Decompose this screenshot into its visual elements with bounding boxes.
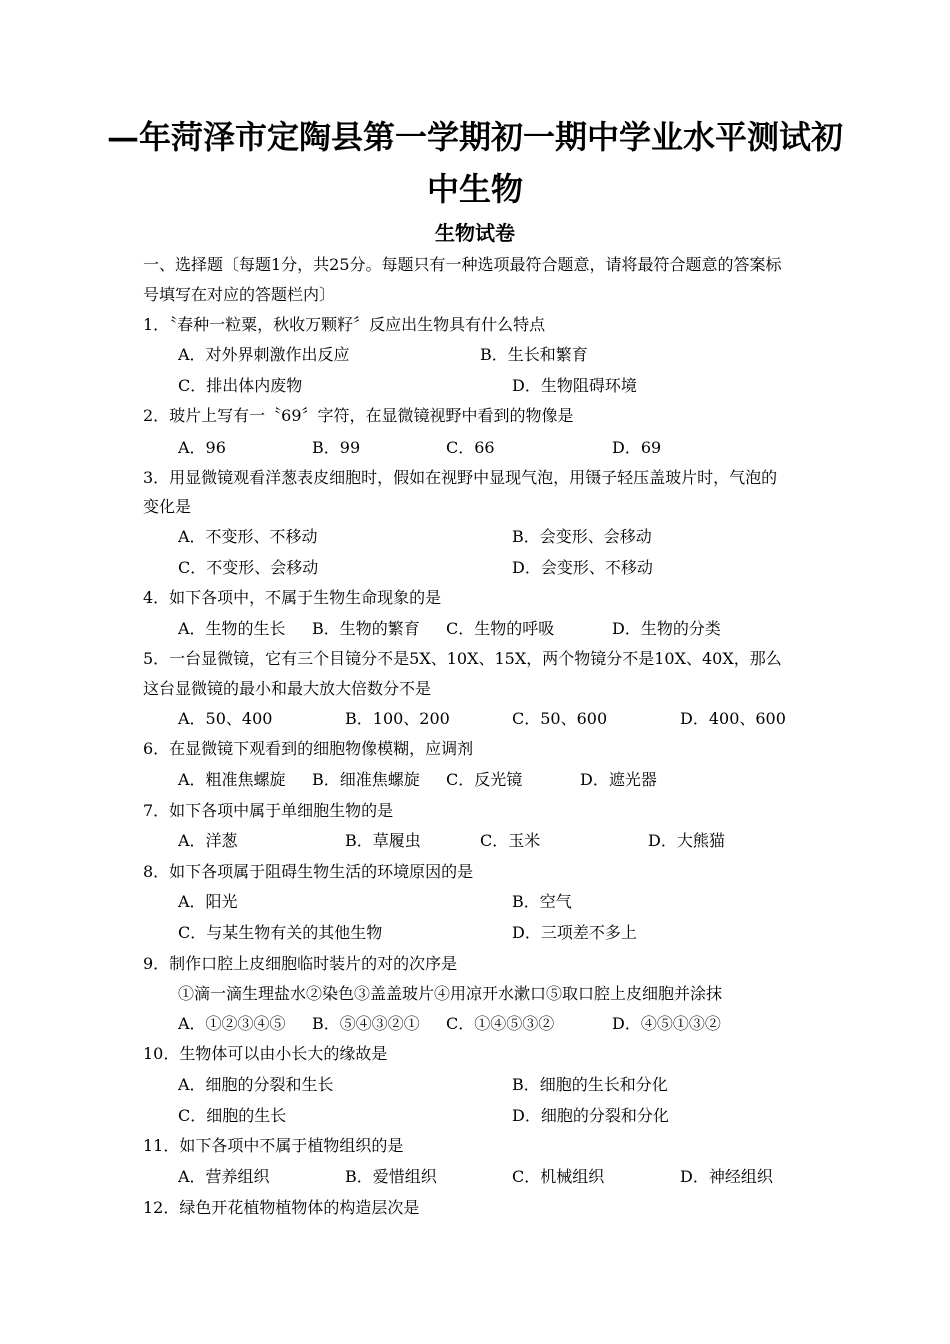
question-2-option-d: D．69 [612, 438, 662, 457]
question-3-option-a: A．不变形、不移动 [178, 527, 318, 546]
exam-title-line-2: 中生物 [426, 170, 523, 208]
question-5-stem-line-2: 这台显微镜的最小和最大放大倍数分不是 [143, 679, 432, 698]
question-2-option-a: A．96 [178, 438, 226, 457]
question-10-stem: 10．生物体可以由小长大的缘故是 [143, 1044, 388, 1063]
question-7-option-a: A．洋葱 [178, 831, 238, 850]
question-8-option-a: A．阳光 [178, 892, 238, 911]
question-11-option-c: C．机械组织 [512, 1167, 605, 1186]
question-9-option-a: A．①②③④⑤ [178, 1014, 286, 1033]
question-5-option-c: C．50、600 [512, 709, 608, 728]
question-2-stem: 2．玻片上写有一〝69〞字符，在显微镜视野中看到的物像是 [143, 406, 574, 425]
question-7-stem: 7．如下各项中属于单细胞生物的是 [143, 801, 394, 820]
question-3-stem-line-2: 变化是 [143, 497, 192, 516]
exam-title-line-1: —年菏泽市定陶县第一学期初一期中学业水平测试初 [106, 118, 843, 156]
question-1-option-b: B．生长和繁育 [480, 345, 588, 364]
question-3-stem-line-1: 3．用显微镜观看洋葱表皮细胞时，假如在视野中显现气泡，用镊子轻压盖玻片时，气泡的 [143, 468, 778, 487]
question-3-option-d: D．会变形、不移动 [512, 558, 653, 577]
question-6-option-c: C．反光镜 [446, 770, 523, 789]
question-8-option-b: B．空气 [512, 892, 572, 911]
question-4-option-a: A．生物的生长 [178, 619, 286, 638]
question-1-stem: 1．〝春种一粒粟，秋收万颗籽〞反应出生物具有什么特点 [143, 315, 546, 334]
question-11-option-b: B．爱惜组织 [345, 1167, 437, 1186]
question-4-stem: 4．如下各项中，不属于生物生命现象的是 [143, 588, 442, 607]
question-6-option-a: A．粗准焦螺旋 [178, 770, 286, 789]
question-11-option-a: A．营养组织 [178, 1167, 270, 1186]
question-10-option-a: A．细胞的分裂和生长 [178, 1075, 334, 1094]
question-7-option-c: C．玉米 [480, 831, 541, 850]
question-6-option-b: B．细准焦螺旋 [312, 770, 420, 789]
question-8-stem: 8．如下各项属于阻碍生物生活的环境原因的是 [143, 862, 474, 881]
question-6-option-d: D．遮光器 [580, 770, 657, 789]
question-1-option-a: A．对外界刺激作出反应 [178, 345, 350, 364]
exam-subtitle: 生物试卷 [435, 221, 515, 245]
question-5-option-a: A．50、400 [178, 709, 273, 728]
question-4-option-d: D．生物的分类 [612, 619, 721, 638]
question-7-option-d: D．大熊猫 [648, 831, 725, 850]
section-instructions-line-2: 号填写在对应的答题栏内〕 [143, 285, 336, 304]
question-9-option-d: D．④⑤①③② [612, 1014, 721, 1033]
question-6-stem: 6．在显微镜下观看到的细胞物像模糊，应调剂 [143, 739, 474, 758]
question-1-option-d: D．生物阻碍环境 [512, 376, 637, 395]
question-1-option-c: C．排出体内废物 [178, 376, 303, 395]
question-12-stem: 12．绿色开花植物植物体的构造层次是 [143, 1198, 420, 1217]
section-instructions-line-1: 一、选择题〔每题1分，共25分。每题只有一种选项最符合题意，请将最符合题意的答案标 [143, 255, 782, 274]
question-10-option-b: B．细胞的生长和分化 [512, 1075, 668, 1094]
question-10-option-d: D．细胞的分裂和分化 [512, 1106, 669, 1125]
question-5-stem-line-1: 5．一台显微镜，它有三个目镜分不是5X、10X、15X，两个物镜分不是10X、40X，那么 [143, 649, 782, 668]
question-8-option-d: D．三项差不多上 [512, 923, 637, 942]
question-7-option-b: B．草履虫 [345, 831, 421, 850]
question-5-option-d: D．400、600 [680, 709, 786, 728]
question-10-option-c: C．细胞的生长 [178, 1106, 287, 1125]
question-8-option-c: C．与某生物有关的其他生物 [178, 923, 383, 942]
question-9-stem: 9．制作口腔上皮细胞临时装片的对的次序是 [143, 954, 458, 973]
question-2-option-c: C．66 [446, 438, 495, 457]
question-9-steps: ①滴一滴生理盐水②染色③盖盖玻片④用凉开水漱口⑤取口腔上皮细胞并涂抹 [178, 984, 723, 1003]
question-3-option-b: B．会变形、会移动 [512, 527, 652, 546]
question-4-option-b: B．生物的繁育 [312, 619, 420, 638]
question-5-option-b: B．100、200 [345, 709, 450, 728]
question-2-option-b: B．99 [312, 438, 361, 457]
question-11-option-d: D．神经组织 [680, 1167, 773, 1186]
question-9-option-b: B．⑤④③②① [312, 1014, 420, 1033]
question-9-option-c: C．①④⑤③② [446, 1014, 555, 1033]
question-3-option-c: C．不变形、会移动 [178, 558, 319, 577]
question-11-stem: 11．如下各项中不属于植物组织的是 [143, 1136, 404, 1155]
question-4-option-c: C．生物的呼吸 [446, 619, 555, 638]
